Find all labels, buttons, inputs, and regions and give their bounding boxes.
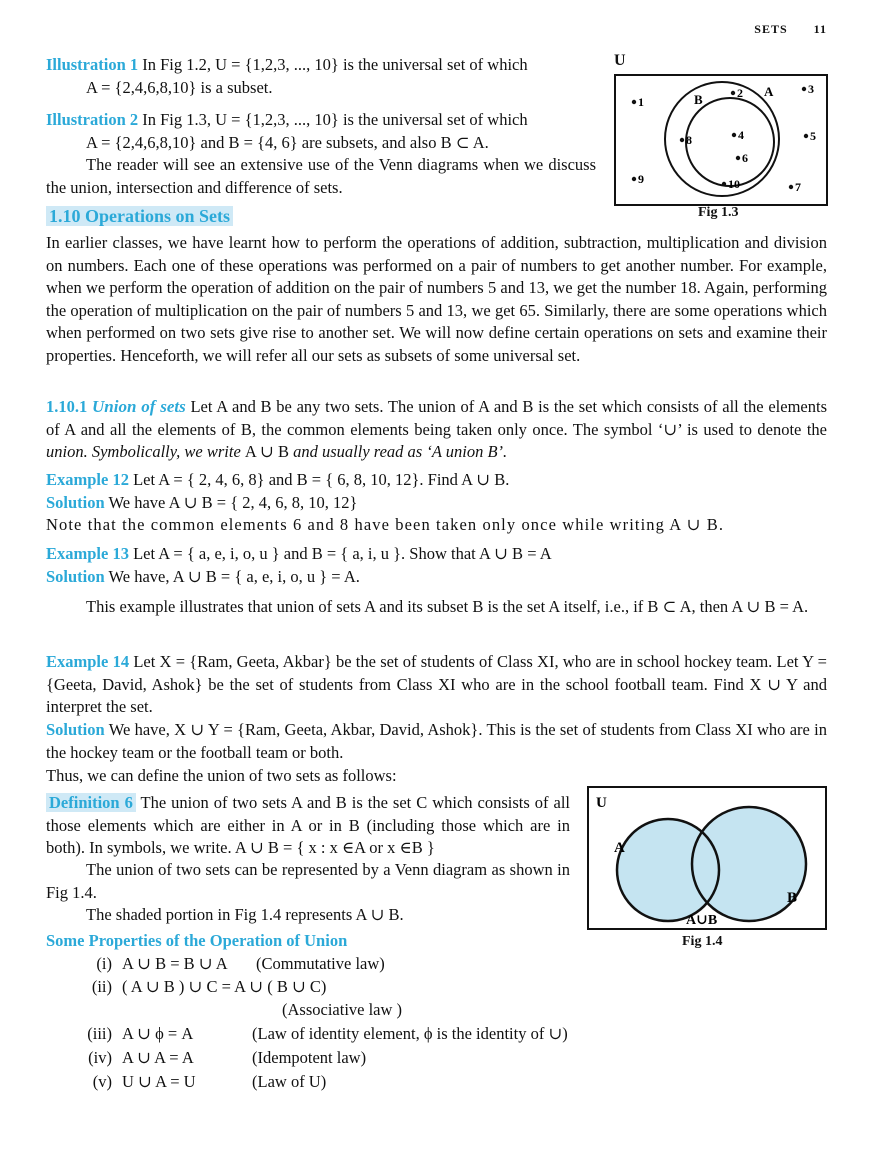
illustration-2-line2: A = {2,4,6,8,10} and B = {4, 6} are subsets, and also B ⊂ A. <box>86 132 489 152</box>
property-number: (iv) <box>88 1048 112 1067</box>
page-number: 11 <box>813 22 827 36</box>
property-item <box>76 953 636 975</box>
illustration-1 <box>46 54 596 99</box>
fig14-label-union: A∪B <box>686 913 718 928</box>
subsection-text-end: and usually read as ‘A union B’. <box>289 442 508 461</box>
definition-6-label: Definition 6 <box>46 793 136 812</box>
fig14-label-a: A <box>614 840 625 856</box>
fig13-point-dot <box>736 156 740 160</box>
example-14-solution-text: We have, X ∪ Y = {Ram, Geeta, Akbar, David, Ashok}. This is the set of students from Class XI who are in the hockey team or the football team or both. <box>46 720 827 762</box>
example-14-solution-label: Solution <box>46 720 105 739</box>
header-title: SETS <box>754 22 788 36</box>
property-item <box>76 1047 636 1069</box>
fig13-point-label: 2 <box>737 86 743 100</box>
fig13-point-label: 10 <box>728 177 740 191</box>
fig13-point-label: 1 <box>638 95 644 109</box>
subsection-text-union: union <box>46 442 84 461</box>
example-12-solution-label: Solution <box>46 492 105 512</box>
running-header <box>754 22 827 37</box>
illustration-1-label: Illustration 1 <box>46 55 139 74</box>
fig13-point-label: 9 <box>638 172 644 186</box>
fig13-point-dot <box>632 100 636 104</box>
subsection-text: Let A and B be any two sets. The union of A and B is the set which consists of all the elements of A and all the elements of B, the common elements being taken only once. The symbol ‘∪’ is used to denote the <box>46 397 827 439</box>
example-13-solution-text: We have, A ∪ B = { a, e, i, o, u } = A. <box>104 566 360 586</box>
fig14-venn-diagram <box>589 788 825 928</box>
illustration-1-line1: In Fig 1.2, U = {1,2,3, ..., 10} is the universal set of which <box>138 55 528 74</box>
example-12-solution-text: We have A ∪ B = { 2, 4, 6, 8, 10, 12} <box>104 492 358 512</box>
illustration-2-label: Illustration 2 <box>46 110 139 129</box>
section-1-10-para: In earlier classes, we have learnt how to perform the operations of addition, subtraction, multiplication and division on numbers. Each one of these operations was performed on a pair of numbers to get another number. For example, when we perform the operation of addition on the pair of numbers 5 and 13, we get the number 18. Again, performing the operation of multiplication on the pair of numbers 5 and 13, we get 65. Similarly, there are some operations which when performed on two sets give rise to another set. We will now define certain operations on sets and examine their properties. Henceforth, we will refer all our sets as subsets of some universal set. <box>46 233 827 365</box>
example-12-note: Note that the common elements 6 and 8 have been taken only once while writing A ∪ B. <box>46 515 725 534</box>
fig13-label-a: A <box>764 84 774 99</box>
fig13-point-dot <box>632 177 636 181</box>
example-14-text: Let X = {Ram, Geeta, Akbar} be the set of students of Class XI, who are in school hockey team. Let Y = {Geeta, David, Ashok} be the set of students from Class XI who are in the school football team. Find X ∪ Y and interpret the set. <box>46 652 827 716</box>
fig14-label-b: B <box>787 890 798 906</box>
illustration-2-para: The reader will see an extensive use of the Venn diagrams when we discuss the union, intersection and difference of sets. <box>46 155 596 197</box>
example-14 <box>46 651 827 719</box>
fig13-caption: Fig 1.3 <box>698 205 739 220</box>
fig13-point-label: 6 <box>742 151 748 165</box>
fig13-point-dot <box>680 138 684 142</box>
section-title: 1.10 Operations on Sets <box>46 206 233 226</box>
property-description: (Law of U) <box>252 1072 327 1091</box>
example-13-solution-label: Solution <box>46 566 105 586</box>
fig13-label-b: B <box>694 92 703 107</box>
example-12-label: Example 12 <box>46 470 129 489</box>
fig13-point-label: 8 <box>686 133 692 147</box>
subsection-title: Union of sets <box>91 397 186 416</box>
property-description: (Idempotent law) <box>252 1048 367 1067</box>
example-12 <box>46 469 827 537</box>
fig14-venn-box <box>587 786 827 930</box>
property-expression: U ∪ A = U <box>122 1072 196 1091</box>
subsection-union <box>46 396 827 464</box>
definition-6-para1: The union of two sets can be represented by a Venn diagram as shown in Fig 1.4. <box>46 860 570 902</box>
example-13-para: This example illustrates that union of sets A and its subset B is the set A itself, i.e., if B ⊂ A, then A ∪ B = A. <box>86 597 809 616</box>
property-number: (iii) <box>87 1024 112 1043</box>
property-description: (Associative law ) <box>282 1000 403 1019</box>
illustration-2-line1: In Fig 1.3, U = {1,2,3, ..., 10} is the universal set of which <box>138 110 528 129</box>
property-number: (v) <box>92 1072 112 1091</box>
illustration-2 <box>46 109 596 199</box>
property-expression: A ∪ A = A <box>122 1048 194 1067</box>
fig13-point-label: 3 <box>808 82 814 96</box>
property-number: (i) <box>96 954 112 973</box>
fig13-venn-box <box>614 74 828 206</box>
property-number: (ii) <box>91 977 112 996</box>
property-expression: A ∪ ϕ = A <box>122 1024 194 1043</box>
property-expression: ( A ∪ B ) ∪ C = A ∪ ( B ∪ C) <box>122 977 327 996</box>
property-description: (Law of identity element, ϕ is the identity of ∪) <box>252 1024 568 1043</box>
fig13-circle-b <box>686 98 774 186</box>
fig13-point-label: 7 <box>795 180 801 194</box>
example-13-text: Let A = { a, e, i, o, u } and B = { a, i, u }. Show that A ∪ B = A <box>128 544 552 563</box>
properties-heading <box>46 930 827 953</box>
subsection-number: 1.10.1 <box>46 397 88 416</box>
example-14-solution <box>46 719 827 764</box>
fig13-point-dot <box>722 182 726 186</box>
fig13-point-dot <box>804 134 808 138</box>
definition-6-text: The union of two sets A and B is the set C which consists of all those elements which are either in A or in B (including those which are in both). In symbols, we write. A ∪ B = { x : x ∈A or x ∈B } <box>46 793 570 857</box>
fig13-point-label: 4 <box>738 128 744 142</box>
property-item <box>76 1023 636 1045</box>
property-expression: A ∪ B = B ∪ A <box>122 954 228 973</box>
definition-6 <box>46 792 570 860</box>
property-item <box>76 1071 636 1093</box>
properties-title: Some Properties of the Operation of Union <box>46 931 348 950</box>
section-1-10-heading <box>46 205 827 229</box>
fig13-venn-diagram <box>616 76 826 204</box>
fig13-point-label: 5 <box>810 129 816 143</box>
subsection-text-sym: . Symbolically, we write <box>83 442 245 461</box>
property-item <box>76 976 636 1020</box>
example-12-text: Let A = { 2, 4, 6, 8} and B = { 6, 8, 10, 12}. Find A ∪ B. <box>128 470 510 489</box>
fig14-label-u: U <box>596 795 607 811</box>
subsection-text-expr: A ∪ B <box>244 442 289 461</box>
fig13-point-dot <box>789 185 793 189</box>
example-14-label: Example 14 <box>46 652 130 671</box>
fig14-caption: Fig 1.4 <box>682 934 723 949</box>
example-14-thus: Thus, we can define the union of two sets as follows: <box>46 766 397 785</box>
example-13 <box>46 543 827 588</box>
illustration-1-line2: A = {2,4,6,8,10} is a subset. <box>86 77 273 97</box>
fig13-point-dot <box>802 87 806 91</box>
property-description: (Commutative law) <box>256 954 385 973</box>
fig13-universal-label: U <box>614 52 626 69</box>
definition-6-para2: The shaded portion in Fig 1.4 represents A ∪ B. <box>86 905 404 924</box>
example-13-label: Example 13 <box>46 544 129 563</box>
fig13-point-dot <box>732 133 736 137</box>
fig13-point-dot <box>731 91 735 95</box>
